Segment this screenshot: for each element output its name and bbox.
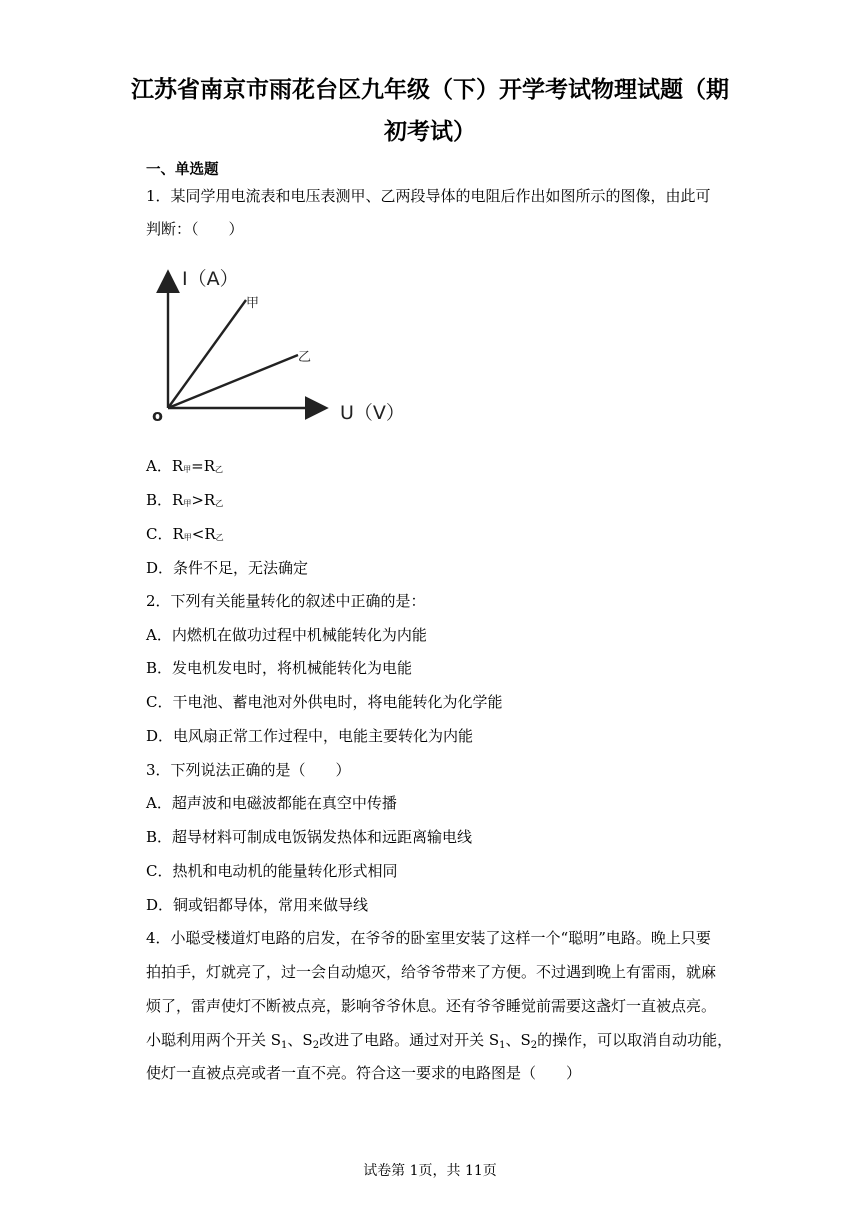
q4-line4-sub2: 2: [312, 1040, 320, 1051]
q4-text-line3: 烦了，雷声使灯不断被点亮，影响爷爷休息。还有爷爷睡觉前需要这盏灯一直被点亮。: [146, 997, 717, 1015]
q2-option-b[interactable]: B．发电机发电时，将机械能转化为电能: [146, 659, 413, 677]
q1-option-a-sub2: 乙: [215, 465, 224, 474]
q2-text: 2．下列有关能量转化的叙述中正确的是：: [146, 592, 426, 610]
q2-option-d[interactable]: D．电风扇正常工作过程中，电能主要转化为内能: [146, 727, 474, 745]
q4-text-line5: 使灯一直被点亮或者一直不亮。符合这一要求的电路图是（ ）: [146, 1064, 582, 1082]
q1-option-a-prefix: A．R: [146, 457, 184, 475]
line-yi-label: 乙: [298, 350, 312, 365]
q4-line4-part2: 、S: [287, 1031, 313, 1049]
q4-text-line2: 拍拍手，灯就亮了，过一会自动熄灭，给爷爷带来了方便。不过遇到晚上有雷雨，就麻: [146, 963, 717, 981]
line-jia-label: 甲: [246, 296, 260, 311]
q4-line4-part4: 、S: [505, 1031, 531, 1049]
q2-option-c[interactable]: C．干电池、蓄电池对外供电时，将电能转化为化学能: [146, 693, 503, 711]
section-heading: 一、单选题: [146, 162, 219, 178]
q3-option-a[interactable]: A．超声波和电磁波都能在真空中传播: [146, 794, 397, 812]
q1-option-b-mid: >R: [191, 491, 216, 509]
page-footer: 试卷第 1页，共 11页: [363, 1163, 497, 1179]
q1-option-a[interactable]: [146, 456, 223, 480]
page-title-line2: 初考试）: [384, 119, 476, 145]
q1-option-c-sub1: 甲: [183, 533, 192, 542]
q3-text: 3．下列说法正确的是（ ）: [146, 761, 351, 779]
q4-line4-sub1: 1: [281, 1040, 288, 1051]
q1-option-a-sub1: 甲: [183, 465, 192, 474]
q4-line4-sub4: 2: [530, 1040, 538, 1051]
q1-option-b-sub2: 乙: [215, 499, 224, 508]
q1-option-c-mid: <R: [191, 525, 216, 543]
iu-graph-figure: [148, 262, 408, 432]
q4-line4-part5: 的操作，可以取消自动功能，: [537, 1031, 733, 1049]
q4-line4-sub3: 1: [499, 1040, 506, 1051]
q1-option-b[interactable]: [146, 490, 223, 514]
q1-option-c-sub2: 乙: [215, 533, 224, 542]
q4-line4-part3: 改进了电路。通过对开关 S: [319, 1031, 500, 1049]
q3-option-d[interactable]: D．铜或铝都导体，常用来做导线: [146, 896, 369, 914]
q1-option-d[interactable]: D．条件不足，无法确定: [146, 559, 309, 577]
q1-option-c-prefix: C．R: [146, 525, 184, 543]
q2-option-a[interactable]: A．内燃机在做功过程中机械能转化为内能: [146, 626, 427, 644]
q4-text-line1: 4．小聪受楼道灯电路的启发，在爷爷的卧室里安装了这样一个“聪明”电路。晚上只要: [146, 929, 711, 947]
q1-option-b-prefix: B．R: [146, 491, 184, 509]
q1-option-c[interactable]: [146, 524, 224, 548]
q3-option-b[interactable]: B．超导材料可制成电饭锅发热体和远距离输电线: [146, 828, 473, 846]
q4-line4-part1: 小聪利用两个开关 S: [146, 1031, 282, 1049]
x-axis-label: U（V）: [340, 402, 405, 424]
q1-option-b-sub1: 甲: [183, 499, 192, 508]
q4-text-line4: [146, 1030, 732, 1056]
q1-text-line2: 判断：（ ）: [146, 220, 244, 238]
q1-option-a-mid: =R: [191, 457, 216, 475]
q3-option-c[interactable]: C．热机和电动机的能量转化形式相同: [146, 862, 398, 880]
origin-label: o: [152, 406, 163, 425]
y-axis-label: I（A）: [182, 268, 239, 290]
q1-text-line1: 1．某同学用电流表和电压表测甲、乙两段导体的电阻后作出如图所示的图像，由此可: [146, 187, 711, 205]
page-title-line1: 江苏省南京市雨花台区九年级（下）开学考试物理试题（期: [131, 77, 729, 103]
